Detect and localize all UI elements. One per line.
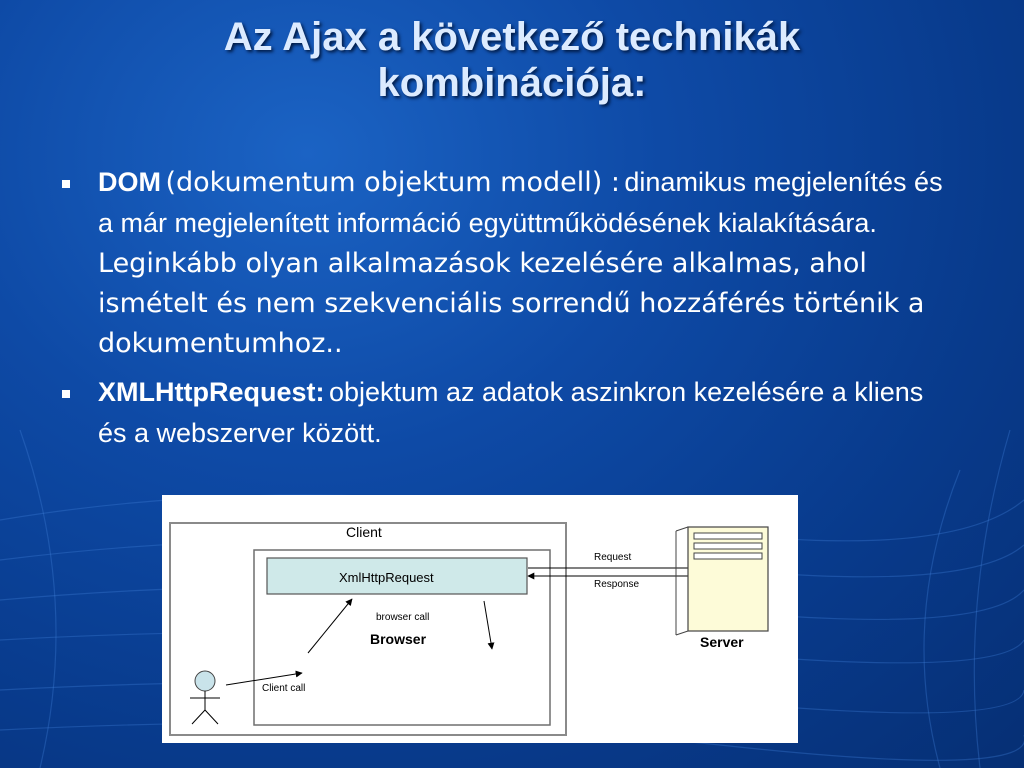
bullet-xhr-term: XMLHttpRequest: [98, 377, 325, 407]
user-head-icon [195, 671, 215, 691]
slide-title [0, 14, 1024, 106]
ajax-diagram [162, 495, 798, 743]
square-bullet-icon [62, 180, 70, 188]
browser-call-label: browser call [376, 612, 430, 623]
bullet-dom [58, 164, 958, 366]
title-line-1: Az Ajax a következő technikák [223, 15, 801, 59]
bullet-dom-extra: Leginkább olyan alkalmazások kezelésére alkalmas, ahol ismételt és nem szekvenciális sorrendű hozzáférés történik a dokumentumhoz.. [98, 248, 925, 359]
server-label: Server [700, 634, 744, 650]
title-line-2: kombinációja: [377, 61, 647, 105]
client-call-label: Client call [262, 683, 306, 694]
request-label: Request [594, 552, 632, 563]
bullet-list [58, 164, 958, 464]
browser-label: Browser [370, 631, 427, 647]
client-label: Client [346, 524, 382, 540]
bullet-dom-paren: (dokumentum objektum modell) : [165, 167, 620, 198]
ajax-diagram-svg [162, 495, 798, 743]
xhr-label: XmlHttpRequest [339, 570, 434, 585]
bullet-dom-description: dinamikus megjelenítés és a már megjelenített információ együttműködésének kialakítására. [98, 167, 943, 238]
bullet-dom-term: DOM [98, 167, 161, 197]
bullet-xhr [58, 374, 958, 456]
bullet-xhr-description: objektum az adatok aszinkron kezelésére a kliens és a webszerver között. [98, 377, 924, 448]
square-bullet-icon [62, 390, 70, 398]
response-label: Response [594, 579, 640, 590]
server-icon [676, 527, 768, 635]
